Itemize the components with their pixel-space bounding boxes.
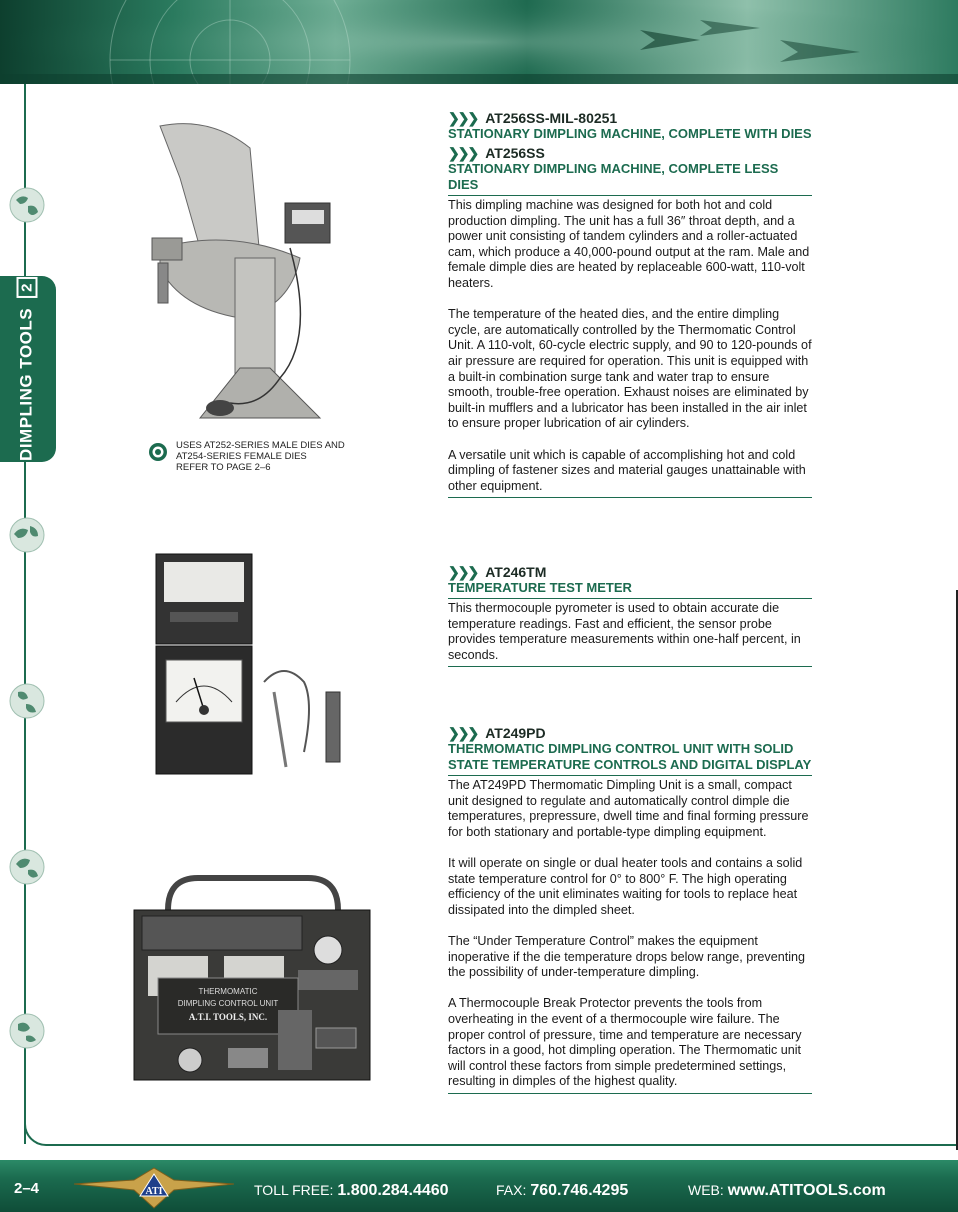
description-paragraph: This thermocouple pyrometer is used to obtain accurate die temperature readings. Fast and efficient, the sensor probe provides temperature measurements within one-half percent, in seconds.: [448, 601, 812, 667]
panel-label-line: THERMOMATIC: [198, 987, 258, 996]
product-code-text: AT249PD: [485, 725, 546, 741]
toll-free-label: TOLL FREE:: [254, 1182, 334, 1198]
temperature-test-meter-image: [154, 552, 354, 777]
note-line: REFER TO PAGE 2–6: [176, 462, 271, 473]
globe-icon: [8, 186, 46, 224]
left-rail-curve: [24, 1110, 64, 1146]
thermomatic-control-unit-image: [128, 870, 376, 1085]
target-bullet-icon: [148, 442, 168, 462]
product-code: [448, 725, 812, 741]
page-number: 2–4: [14, 1180, 40, 1197]
description-paragraph: The “Under Temperature Control” makes the equipment inoperative if the die temperature drops below range, preventing the possibility of under-temperature dimpling.: [448, 933, 806, 980]
section-tab-title: DIMPLING TOOLS: [16, 307, 36, 461]
left-rail-line: [24, 84, 26, 1144]
description-paragraph: A Thermocouple Break Protector prevents the tools from overheating in the event of a thermocouple wire failure. The proper control of pressure, time and temperature are necessary factors in a good, hot dimpling operation. The Thermomatic unit will control these factors from simple predetermined settings, resulting in dimples of the highest quality.: [448, 996, 812, 1094]
panel-label-line: A.T.I. TOOLS, INC.: [188, 1012, 268, 1022]
arrows-icon: ❯❯❯: [448, 110, 478, 126]
description-paragraph: The AT249PD Thermomatic Dimpling Unit is a small, compact unit designed to regulate and automatically control dimple die temperatures, prepressure, dwell time and final forming pressure for both stationary and portable-type dimpling equipment.: [448, 778, 809, 839]
product-title: THERMOMATIC DIMPLING CONTROL UNIT WITH SOLID STATE TEMPERATURE CONTROLS AND DIGITAL DISPLAY: [448, 741, 812, 776]
header-banner: [0, 0, 958, 84]
product-title: TEMPERATURE TEST METER: [448, 580, 812, 599]
description-paragraph: A versatile unit which is capable of accomplishing hot and cold dimpling of fastener sizes and material gauges unattainable with other equipment.: [448, 448, 812, 499]
product-code-text: AT246TM: [485, 564, 547, 580]
product-block-at246tm: [448, 564, 812, 667]
website: [688, 1182, 886, 1200]
toll-free: [254, 1182, 449, 1200]
globe-icon: [8, 682, 46, 720]
website-link[interactable]: www.ATITOOLS.com: [727, 1182, 886, 1199]
note-line: AT254-SERIES FEMALE DIES: [176, 451, 307, 462]
page-footer: [0, 1160, 958, 1212]
section-tab-label: [17, 277, 38, 461]
product-title: STATIONARY DIMPLING MACHINE, COMPLETE WITH DIES: [448, 126, 812, 141]
product-code: [448, 145, 812, 161]
bottom-rule: [60, 1144, 958, 1146]
globe-icon: [8, 848, 46, 886]
ati-logo: [74, 1166, 234, 1210]
stationary-dimpling-machine-image: [140, 118, 340, 423]
note-line: USES AT252-SERIES MALE DIES AND: [176, 440, 345, 451]
product-block-at249pd: [448, 725, 812, 1094]
arrows-icon: ❯❯❯: [448, 564, 478, 580]
toll-free-number[interactable]: 1.800.284.4460: [337, 1182, 449, 1199]
section-tab-number: 2: [17, 277, 38, 298]
globe-icon: [8, 516, 46, 554]
product-title: STATIONARY DIMPLING MACHINE, COMPLETE LESS DIES: [448, 161, 812, 196]
banner-graphic: [0, 0, 958, 84]
description-paragraph: It will operate on single or dual heater tools and contains a solid state temperature control for 0° to 800° F. The high operating efficiency of the unit eliminates waiting for tools to replace heat dissipated into the dimpled sheet.: [448, 855, 803, 917]
logo-text: ATI: [145, 1186, 163, 1197]
arrows-icon: ❯❯❯: [448, 725, 478, 741]
web-label: WEB:: [688, 1182, 724, 1198]
fax-number: 760.746.4295: [530, 1182, 629, 1199]
arrows-icon: ❯❯❯: [448, 145, 478, 161]
note-text: [176, 440, 396, 473]
description-paragraph: The temperature of the heated dies, and the entire dimpling cycle, are automatically controlled by the Thermomatic Control Unit. A 110-volt, 60-cycle electric supply, and 90 to 120-pounds of air pressure are required for operation. This unit is equipped with a built-in combination surge tank and water trap to ensure smooth, trouble-free operation. Exhaust noises are eliminated by built-in mufflers and a lubricator has been installed in the air inlet to ensure proper lubrication of air cylinders.: [448, 307, 812, 431]
panel-label-line: DIMPLING CONTROL UNIT: [177, 999, 279, 1008]
product-code-text: AT256SS: [485, 145, 545, 161]
fax-label: FAX:: [496, 1182, 527, 1198]
product-code: [448, 564, 812, 580]
globe-icon: [8, 1012, 46, 1050]
product-code-text: AT256SS-MIL-80251: [485, 110, 618, 126]
product-block-at256ss: [448, 110, 812, 498]
product-code: [448, 110, 812, 126]
description-paragraph: This dimpling machine was designed for both hot and cold production dimpling. The unit has a full 36″ throat depth, and a power unit consisting of tandem cylinders and a roller-actuated cam, which produce a 40,000-pound output at the ram. Male and female dimple dies are heated by replaceable 600-watt, 110-volt heaters.: [448, 198, 810, 290]
fax: [496, 1182, 628, 1200]
